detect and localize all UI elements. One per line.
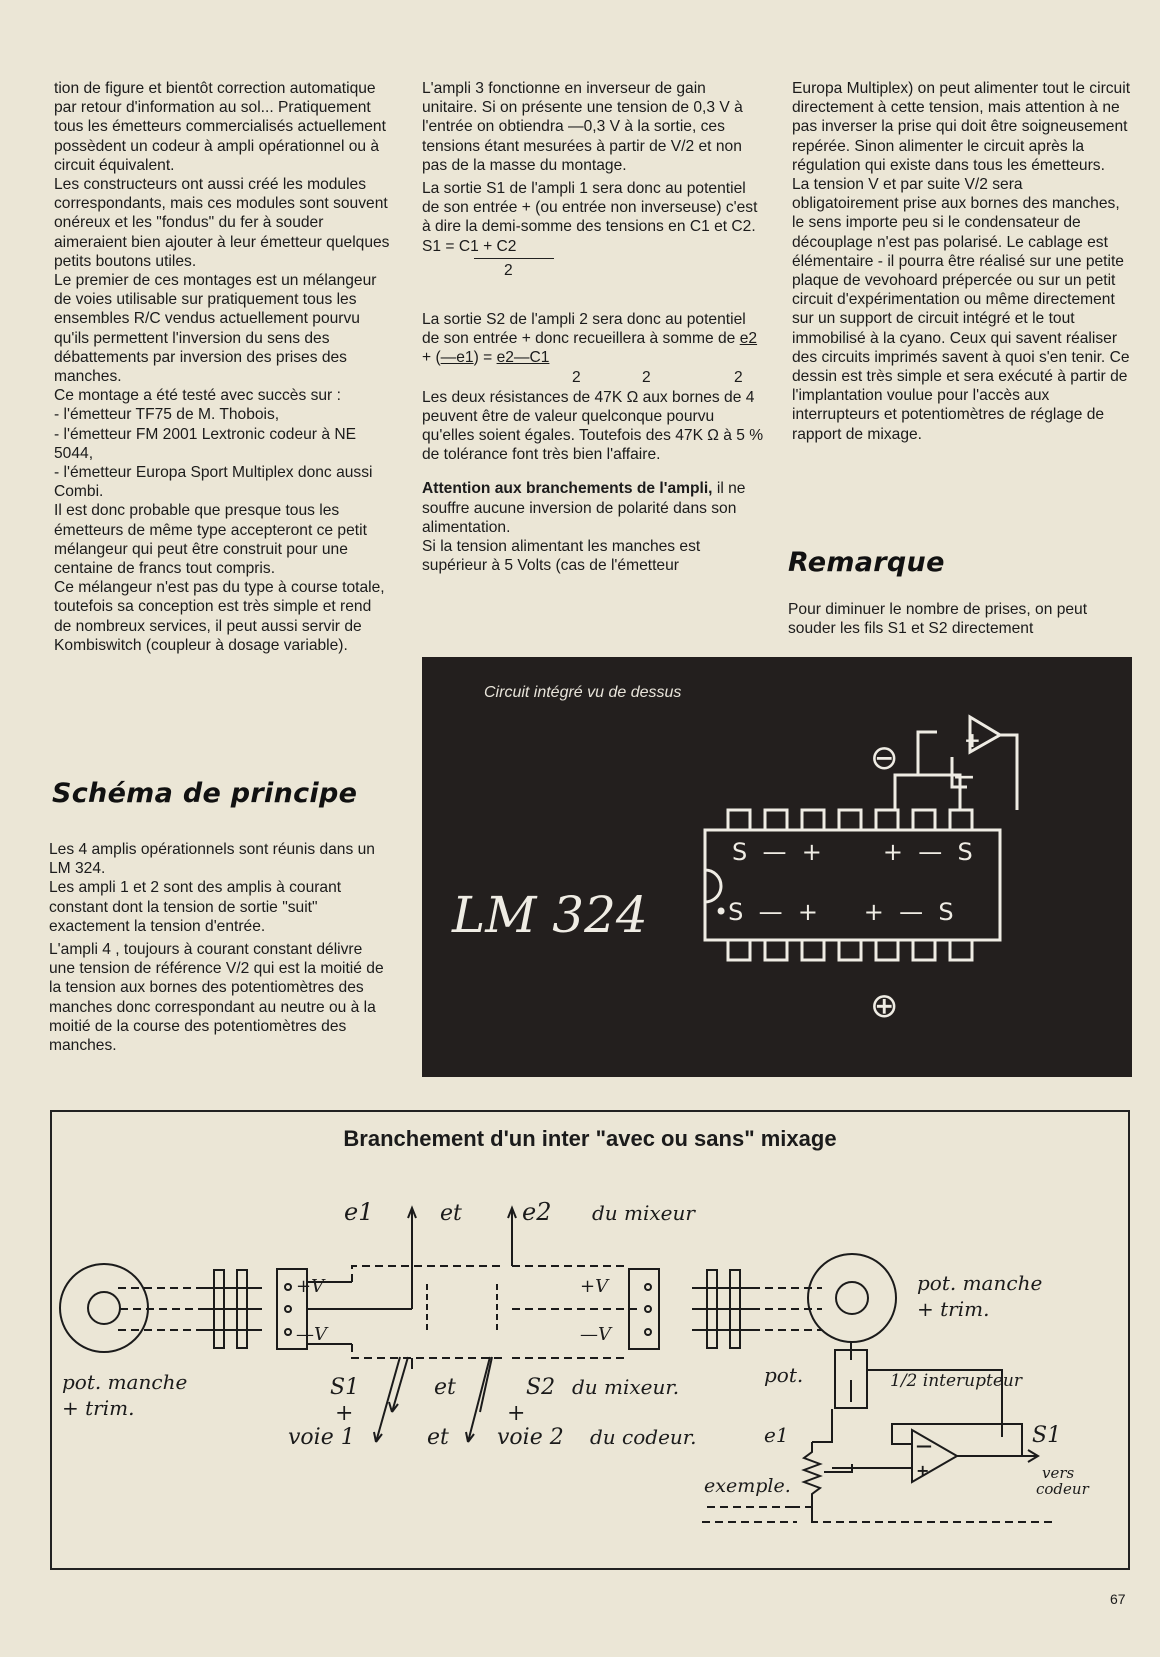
fraction-bar	[474, 258, 554, 259]
section-heading-schema: Schéma de principe	[52, 778, 358, 809]
col1-list-item: - l'émetteur TF75 de M. Thobois,	[54, 406, 280, 424]
page-number: 67	[1110, 1591, 1126, 1607]
amp-minus-sign: —	[954, 764, 974, 788]
col2-paragraph	[422, 479, 764, 537]
label-plus-2: +	[507, 1401, 526, 1426]
col3-paragraph: La tension V et par suite V/2 sera obligatoirement prise aux bornes des manches, le sens importe peu si le condensateur de découplage n'est pas polarisé. Le cablage est élémentaire - il pourra être réalisé sur une petite plaque de vevohoard prépercée ou sur un petit circuit d'expérimentation ou même directement sur un support de circuit intégré et le tout immobilisé à la cyano. Ceux qui savent réaliser des circuits imprimés savent à quoi s'en tenir. Ce dessin est très simple et sera exécuté à partir de l'implantation voulue pour l'accès aux interrupteurs et potentiomètres de réglage de rapport de mixage.	[792, 176, 1130, 443]
wiring-diagram	[50, 1110, 1130, 1570]
label-s1: S1	[330, 1375, 360, 1400]
column-3	[792, 79, 1133, 444]
formula-minus-e1: —e1	[440, 349, 474, 367]
diagram-lines	[60, 1208, 1052, 1522]
label-codeur: codeur	[1036, 1480, 1089, 1498]
label-pot-manche-left: pot. manche	[62, 1370, 188, 1394]
col2-text: La sortie S2 de l'ampli 2 sera donc au potentiel de son entrée + donc recueillera à somme de	[422, 311, 746, 348]
col1-paragraph: L'ampli 4 , toujours à courant constant délivre une tension de référence V/2 qui est la moitié de la tension aux bornes des potentiomètres des manches donc correspondant au neutre ou à la moitié de la course des potentiomètres des manches.	[49, 941, 384, 1055]
ic-caption: Circuit intégré vu de dessus	[484, 684, 682, 701]
column-2	[422, 79, 764, 575]
formula-e2: e2	[739, 330, 758, 348]
label-pot-manche-right: pot. manche	[917, 1271, 1043, 1295]
col2-paragraph: La sortie S1 de l'ampli 1 sera donc au potentiel de son entrée + (ou entrée non inverseuse) c'est à dire la demi-somme des tensions en C1 et C2.	[422, 180, 758, 236]
column-3-lower	[788, 600, 1133, 638]
col1-paragraph: Ce mélangeur n'est pas du type à course totale, toutefois sa conception est très simple et rend de nombreux services, il peut aussi servir de Kombiswitch (coupleur à dosage variable).	[54, 579, 385, 654]
label-minus-v-right: —V	[580, 1324, 611, 1345]
col3-paragraph: Europa Multiplex) on peut alimenter tout le circuit directement à cette tension, mais attention à ne pas inverser la prise qui doit être soigneusement repérée. Sinon alimenter le circuit après la régulation qui existe dans tous les émetteurs.	[792, 80, 1131, 174]
col2-paragraph: L'ampli 3 fonctionne en inverseur de gain unitaire. Si on présente une tension de 0,3 V à l'entrée on obtiendra —0,3 V à la sortie, ces tensions étant mesurées à partir de V/2 et non pas de la masse du montage.	[422, 80, 743, 174]
plus-symbol-icon: ⊕	[870, 986, 899, 1026]
col1-paragraph: tion de figure et bientôt correction automatique par retour d'information au sol... Pratiquement tous les émetteurs commercialisés actuellement possèdent un codeur à ampli opérationnel ou à circuit équivalent.	[54, 80, 386, 174]
label-trim-left: + trim.	[62, 1396, 135, 1420]
label-e2: e2	[522, 1198, 552, 1226]
label-plus-v-right: +V	[580, 1276, 609, 1297]
denominator: 2	[572, 368, 581, 386]
col1-paragraph: Il est donc probable que presque tous les émetteurs de même type accepteront ce petit mélangeur qui peut être construit pour une centaine de francs tout compris.	[54, 502, 367, 578]
formula-denominators	[422, 368, 764, 388]
label-et-2: et	[434, 1375, 456, 1400]
label-half-interrupteur: 1/2 interupteur	[890, 1371, 1022, 1391]
ic-top-pin-labels: S — + + — S	[732, 838, 973, 866]
col1-paragraph: Les ampli 1 et 2 sont des amplis à courant constant dont la tension de sortie "suit" exactement la tension d'entrée.	[49, 879, 342, 935]
label-plus-1: +	[335, 1401, 354, 1426]
label-du-mixeur-2: du mixeur.	[572, 1375, 680, 1399]
label-plus-v-left: +V	[296, 1276, 325, 1297]
col2-bold-text: Attention aux branchements de l'ampli,	[422, 480, 713, 498]
formula-result: e2—C1	[496, 349, 550, 367]
label-et-3: et	[427, 1425, 449, 1450]
label-e1: e1	[344, 1198, 374, 1226]
column-1	[54, 79, 392, 655]
denominator: 2	[642, 368, 651, 386]
wiring-drawing	[52, 1112, 1128, 1568]
label-et: et	[440, 1201, 462, 1226]
label-du-codeur: du codeur.	[590, 1425, 697, 1449]
opamp-signs	[916, 1436, 932, 1480]
diagram-title: Branchement d'un inter "avec ou sans" mixage	[343, 1126, 837, 1151]
label-voie-1: voie 1	[288, 1425, 355, 1450]
col1-paragraph: Les constructeurs ont aussi créé les modules correspondants, mais ces modules sont souvent onéreux et les "fondus" du fer à souder aimeraient bien ajouter à leur émetteur quelques petits boutons utiles.	[54, 176, 390, 270]
ic-chip-label: LM 324	[452, 886, 648, 944]
formula-equals: ) =	[473, 349, 497, 367]
col1-list-item: - l'émetteur FM 2001 Lextronic codeur à NE 5044,	[54, 425, 356, 462]
section-heading-remarque: Remarque	[788, 547, 945, 578]
label-minus-v-left: —V	[296, 1324, 327, 1345]
label-pot: pot.	[764, 1363, 804, 1387]
col2-paragraph: Si la tension alimentant les manches est supérieur à 5 Volts (cas de l'émetteur	[422, 538, 701, 575]
label-s2: S2	[526, 1375, 556, 1400]
formula-s1-denominator: 2	[504, 261, 513, 279]
label-trim-right: + trim.	[917, 1297, 990, 1321]
label-exemple: exemple.	[704, 1475, 791, 1497]
col1-paragraph: Ce montage a été testé avec succès sur :	[54, 387, 341, 405]
minus-symbol-icon: ⊖	[870, 738, 899, 778]
amp-plus-sign: +	[964, 728, 981, 752]
label-s1-b: S1	[1032, 1423, 1062, 1448]
col1-list-item: - l'émetteur Europa Sport Multiplex donc aussi Combi.	[54, 464, 373, 501]
formula-s1: S1 = C1 + C2	[422, 237, 517, 255]
ic-figure	[422, 657, 1132, 1077]
opamp-minus: —	[916, 1436, 932, 1455]
ic-drawing	[422, 657, 1132, 1077]
formula-plus: + (	[422, 349, 441, 367]
label-vers: vers	[1042, 1464, 1075, 1482]
col1-paragraph: Le premier de ces montages est un mélangeur de voies utilisable sur pratiquement tous les ensembles R/C vendus actuellement pourvu qu'ils permettent l'inversion du sens des débattements par inversion des prises des manches.	[54, 272, 377, 386]
opamp-plus: +	[916, 1461, 930, 1480]
ic-bottom-pin-labels: •S — + + — S	[714, 898, 954, 926]
column-1-lower	[49, 840, 391, 1055]
col1-paragraph: Les 4 amplis opérationnels sont réunis dans un LM 324.	[49, 841, 375, 878]
col2-text: il ne souffre aucune inversion de polarité dans son alimentation.	[422, 480, 746, 536]
label-voie-2: voie 2	[497, 1425, 564, 1450]
col2-paragraph	[422, 310, 764, 368]
label-e1-b: e1	[764, 1423, 789, 1447]
col2-paragraph: Les deux résistances de 47K Ω aux bornes de 4 peuvent être de valeur quelconque pourvu qu'elles soient égales. Toutefois des 47K Ω à 5 % de tolérance font très bien l'affaire.	[422, 388, 764, 464]
denominator: 2	[734, 368, 743, 386]
label-du-mixeur: du mixeur	[592, 1201, 695, 1225]
col3-paragraph: Pour diminuer le nombre de prises, on peut souder les fils S1 et S2 directement	[788, 601, 1088, 638]
